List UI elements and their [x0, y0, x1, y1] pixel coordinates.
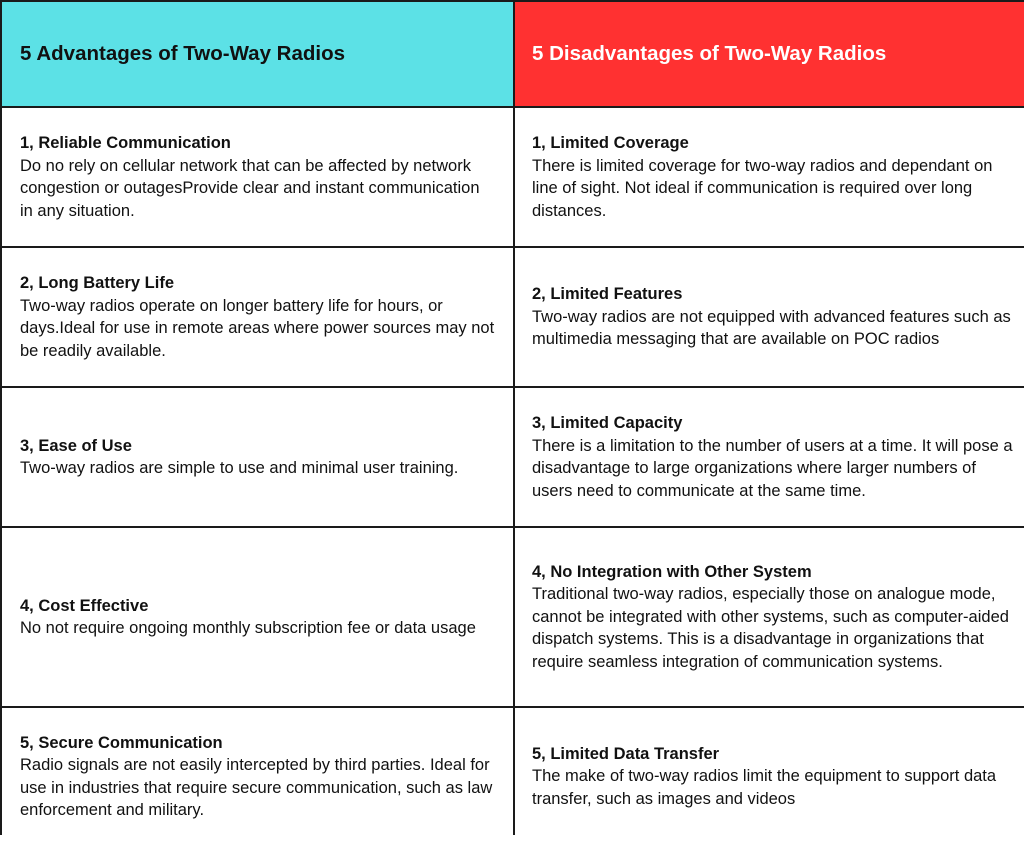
disadvantage-body-5: The make of two-way radios limit the equipment to support data transfer, such as images and videos: [532, 767, 997, 808]
disadvantages-heading: 5 Disadvantages of Two-Way Radios: [532, 42, 887, 65]
disadvantage-title-3: 3, Limited Capacity: [532, 414, 683, 432]
advantage-title-1: 1, Reliable Communication: [20, 134, 231, 152]
disadvantage-body-1: There is limited coverage for two-way radios and dependant on line of sight. Not ideal if communication is required over long distances.: [532, 156, 993, 220]
disadvantage-title-2: 2, Limited Features: [532, 285, 683, 304]
advantage-item-5: [2, 708, 513, 845]
advantage-item-2: [2, 248, 513, 386]
advantage-body-5: Radio signals are not easily intercepted by third parties. Ideal for use in industries that require secure communication, such as law enforcement and military.: [20, 756, 493, 819]
advantage-title-2: 2, Long Battery Life: [20, 274, 175, 292]
disadvantage-body-3: There is a limitation to the number of users at a time. It will pose a disadvantage to large organizations where larger numbers of users need to communicate at the same time.: [532, 436, 1013, 500]
disadvantages-header: [515, 2, 1024, 106]
disadvantage-title-5: 5, Limited Data Transfer: [532, 744, 720, 763]
disadvantage-item-3: [515, 388, 1024, 526]
advantage-title-4: 4, Cost Effective: [20, 596, 149, 615]
advantage-item-4: [2, 528, 513, 706]
disadvantage-item-2: [515, 248, 1024, 386]
advantage-body-2: Two-way radios operate on longer battery life for hours, or days.Ideal for use in remote areas where power sources may not be readily available.: [20, 296, 495, 360]
disadvantage-item-1: [515, 108, 1024, 246]
disadvantage-item-4: [515, 528, 1024, 706]
disadvantage-title-4: 4, No Integration with Other System: [532, 562, 812, 581]
disadvantage-body-4: Traditional two-way radios, especially those on analogue mode, cannot be integrated with other systems, such as computer-aided dispatch systems. This is a disadvantage in organizations that require seamless integration of communication systems.: [532, 585, 1009, 671]
disadvantage-item-5: [515, 708, 1024, 845]
disadvantage-body-2: Two-way radios are not equipped with advanced features such as multimedia messaging that are available on POC radios: [532, 307, 1011, 349]
advantage-body-1: Do no rely on cellular network that can be affected by network congestion or outagesProvide clear and instant communication in any situation.: [20, 156, 480, 220]
advantage-item-1: [2, 108, 513, 246]
advantage-body-4: No not require ongoing monthly subscription fee or data usage: [20, 619, 476, 637]
advantages-heading: 5 Advantages of Two-Way Radios: [20, 42, 346, 65]
advantage-item-3: [2, 388, 513, 526]
advantages-header: [2, 2, 513, 106]
advantage-title-5: 5, Secure Communication: [20, 733, 223, 752]
disadvantage-title-1: 1, Limited Coverage: [532, 134, 689, 152]
advantage-title-3: 3, Ease of Use: [20, 436, 132, 455]
advantage-body-3: Two-way radios are simple to use and minimal user training.: [20, 459, 459, 477]
